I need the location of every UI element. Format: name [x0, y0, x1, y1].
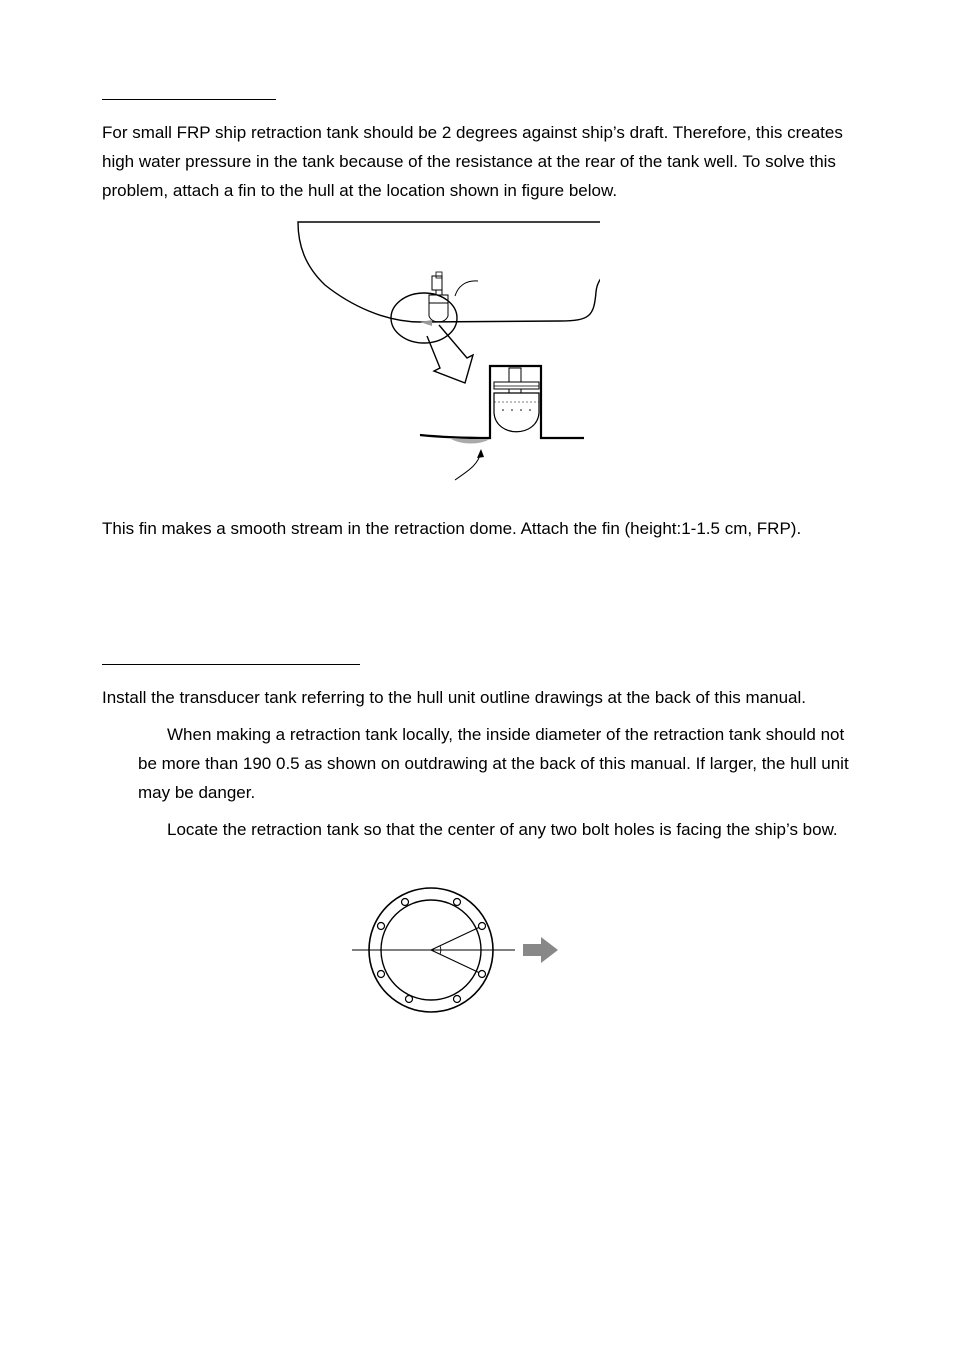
section2-item1: When making a retraction tank locally, the inside diameter of the retraction tank should not be more than 190 0.5 as shown on outdrawing at the back of this manual. If larger, the hull unit may be danger.: [138, 725, 849, 802]
leader-line-unit: [455, 281, 478, 296]
hull-outline: [298, 222, 600, 322]
section2-heading-underline: [102, 664, 360, 665]
section1-heading-underline: [102, 99, 276, 100]
section1-paragraph: For small FRP ship retraction tank should be 2 degrees against ship’s draft. Therefore, this creates high water pressure in the tank because of the resistance at the rear of the tank well. To solve this problem, attach a fin to the hull at the location shown in figure below.: [102, 123, 843, 200]
section2-item2: Locate the retraction tank so that the center of any two bolt holes is facing the ship’s bow.: [167, 820, 838, 839]
fin-note: This fin makes a smooth stream in the retraction dome. Attach the fin (height:1-1.5 cm, FRP).: [102, 519, 802, 538]
section2-intro: Install the transducer tank referring to the hull unit outline drawings at the back of this manual.: [102, 688, 807, 707]
transducer-dome: [494, 393, 539, 432]
bow-direction-arrow: [523, 937, 558, 963]
fin: [451, 439, 490, 444]
flange-bolt-figure: [345, 880, 565, 1020]
fin-leader-arrow: [455, 452, 481, 480]
hull-fin-figure: [280, 215, 600, 490]
